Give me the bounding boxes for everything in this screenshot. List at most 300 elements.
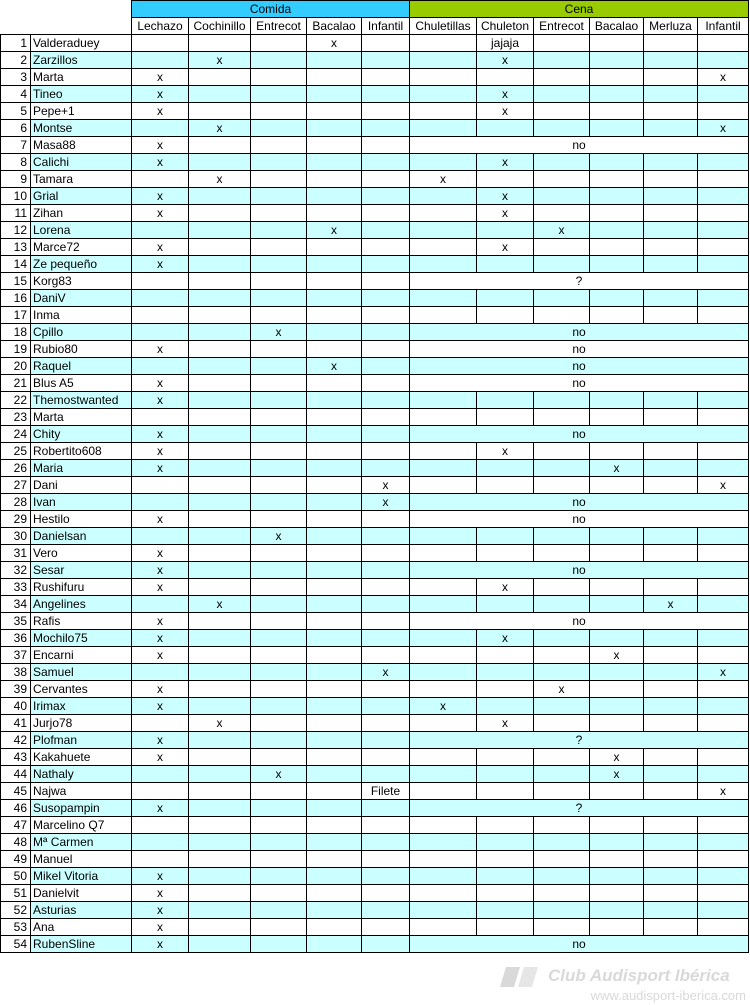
cena-cell xyxy=(477,766,534,783)
comida-cell xyxy=(307,324,362,341)
comida-cell xyxy=(189,732,251,749)
comida-cell xyxy=(251,154,307,171)
table-row xyxy=(1,834,749,851)
cena-cell xyxy=(644,664,698,681)
comida-cell: x xyxy=(362,477,410,494)
comida-cell xyxy=(251,868,307,885)
cena-cell xyxy=(410,647,477,664)
cena-cell xyxy=(477,885,534,902)
cena-cell xyxy=(534,817,590,834)
column-header: Merluza xyxy=(644,18,698,35)
row-number: 12 xyxy=(1,222,31,239)
cena-cell xyxy=(410,69,477,86)
comida-cell: x xyxy=(132,902,189,919)
row-number: 11 xyxy=(1,205,31,222)
cena-cell xyxy=(644,86,698,103)
cena-cell xyxy=(534,256,590,273)
cena-cell xyxy=(698,630,749,647)
cena-cell xyxy=(534,545,590,562)
row-number: 37 xyxy=(1,647,31,664)
comida-cell xyxy=(251,443,307,460)
cena-cell xyxy=(477,851,534,868)
table-row xyxy=(1,409,749,426)
cena-cell xyxy=(644,851,698,868)
comida-cell xyxy=(189,341,251,358)
comida-cell xyxy=(362,375,410,392)
row-number: 38 xyxy=(1,664,31,681)
comida-cell xyxy=(362,579,410,596)
comida-cell xyxy=(307,613,362,630)
cena-cell xyxy=(410,477,477,494)
cena-cell xyxy=(534,154,590,171)
comida-cell xyxy=(362,205,410,222)
table-row xyxy=(1,613,749,630)
comida-cell xyxy=(307,664,362,681)
cena-cell xyxy=(410,205,477,222)
comida-cell xyxy=(189,919,251,936)
cena-cell xyxy=(477,647,534,664)
row-number: 26 xyxy=(1,460,31,477)
table-row xyxy=(1,868,749,885)
comida-cell xyxy=(189,562,251,579)
table-row xyxy=(1,35,749,52)
member-name: Marce72 xyxy=(31,239,132,256)
comida-cell xyxy=(251,392,307,409)
table-row xyxy=(1,681,749,698)
comida-cell xyxy=(362,613,410,630)
column-header: Entrecot xyxy=(534,18,590,35)
cena-cell xyxy=(698,239,749,256)
comida-cell xyxy=(307,341,362,358)
comida-cell xyxy=(251,460,307,477)
table-row xyxy=(1,324,749,341)
cena-cell xyxy=(590,188,644,205)
cena-cell xyxy=(410,307,477,324)
comida-cell xyxy=(189,817,251,834)
cena-cell xyxy=(698,715,749,732)
row-number: 8 xyxy=(1,154,31,171)
comida-cell xyxy=(189,528,251,545)
audisport-logo-icon xyxy=(500,967,544,987)
cena-cell xyxy=(644,579,698,596)
comida-cell xyxy=(362,834,410,851)
cena-cell xyxy=(590,86,644,103)
comida-cell xyxy=(189,443,251,460)
comida-cell xyxy=(132,528,189,545)
comida-cell xyxy=(189,69,251,86)
cena-cell xyxy=(477,460,534,477)
cena-cell xyxy=(590,664,644,681)
cena-note: no xyxy=(410,358,749,375)
cena-cell xyxy=(534,698,590,715)
comida-cell xyxy=(132,35,189,52)
comida-cell xyxy=(251,834,307,851)
comida-cell xyxy=(251,851,307,868)
comida-cell xyxy=(362,222,410,239)
cena-cell xyxy=(477,919,534,936)
member-name: Inma xyxy=(31,307,132,324)
cena-cell xyxy=(698,460,749,477)
comida-cell xyxy=(251,902,307,919)
comida-cell: x xyxy=(132,749,189,766)
cena-note: no xyxy=(410,426,749,443)
member-name: Marcelino Q7 xyxy=(31,817,132,834)
group-header-row xyxy=(1,1,749,18)
comida-cell xyxy=(251,290,307,307)
table-row xyxy=(1,120,749,137)
cena-cell xyxy=(534,52,590,69)
member-name: Pepe+1 xyxy=(31,103,132,120)
cena-note: no xyxy=(410,562,749,579)
comida-cell xyxy=(362,256,410,273)
member-name: Kakahuete xyxy=(31,749,132,766)
comida-cell: x xyxy=(132,511,189,528)
comida-cell xyxy=(362,868,410,885)
comida-cell xyxy=(132,664,189,681)
comida-cell: x xyxy=(189,52,251,69)
comida-cell xyxy=(362,528,410,545)
cena-note: no xyxy=(410,137,749,154)
cena-cell xyxy=(590,103,644,120)
table-row xyxy=(1,273,749,290)
cena-cell xyxy=(698,528,749,545)
row-number: 40 xyxy=(1,698,31,715)
member-name: Calichi xyxy=(31,154,132,171)
cena-cell xyxy=(534,35,590,52)
comida-cell xyxy=(189,936,251,953)
cena-cell xyxy=(590,120,644,137)
comida-cell xyxy=(307,936,362,953)
comida-cell xyxy=(251,358,307,375)
cena-cell xyxy=(698,392,749,409)
comida-cell xyxy=(307,562,362,579)
table-row xyxy=(1,766,749,783)
comida-cell xyxy=(251,579,307,596)
cena-cell xyxy=(410,290,477,307)
member-name: Vero xyxy=(31,545,132,562)
row-number: 54 xyxy=(1,936,31,953)
table-row xyxy=(1,698,749,715)
comida-cell xyxy=(251,52,307,69)
comida-cell xyxy=(189,868,251,885)
table-row xyxy=(1,511,749,528)
cena-note: no xyxy=(410,494,749,511)
comida-cell xyxy=(362,630,410,647)
cena-cell xyxy=(477,596,534,613)
comida-cell xyxy=(362,324,410,341)
cena-cell xyxy=(410,154,477,171)
comida-cell xyxy=(362,103,410,120)
cena-cell xyxy=(534,120,590,137)
row-number: 53 xyxy=(1,919,31,936)
comida-cell xyxy=(362,681,410,698)
cena-cell xyxy=(534,919,590,936)
comida-cell xyxy=(132,477,189,494)
comida-cell xyxy=(132,290,189,307)
cena-cell xyxy=(477,545,534,562)
row-number: 21 xyxy=(1,375,31,392)
comida-cell xyxy=(189,681,251,698)
row-number: 43 xyxy=(1,749,31,766)
comida-cell xyxy=(189,749,251,766)
row-number: 31 xyxy=(1,545,31,562)
comida-cell xyxy=(362,766,410,783)
comida-cell xyxy=(189,358,251,375)
cena-cell xyxy=(644,392,698,409)
comida-cell xyxy=(251,103,307,120)
table-row xyxy=(1,290,749,307)
cena-cell xyxy=(534,290,590,307)
cena-cell xyxy=(534,579,590,596)
row-number: 9 xyxy=(1,171,31,188)
comida-cell xyxy=(251,86,307,103)
member-name: Irimax xyxy=(31,698,132,715)
member-name: Korg83 xyxy=(31,273,132,290)
comida-cell xyxy=(362,273,410,290)
cena-cell xyxy=(477,290,534,307)
comida-cell: x xyxy=(132,579,189,596)
comida-cell xyxy=(189,579,251,596)
cena-note: no xyxy=(410,511,749,528)
cena-cell xyxy=(644,409,698,426)
comida-cell xyxy=(132,409,189,426)
table-row xyxy=(1,375,749,392)
cena-cell xyxy=(590,35,644,52)
cena-cell xyxy=(590,834,644,851)
cena-cell xyxy=(410,103,477,120)
comida-cell: x xyxy=(132,647,189,664)
row-number: 52 xyxy=(1,902,31,919)
watermark xyxy=(498,966,748,1002)
comida-cell xyxy=(251,171,307,188)
cena-cell xyxy=(644,120,698,137)
cena-cell xyxy=(590,681,644,698)
cena-cell xyxy=(590,851,644,868)
comida-cell xyxy=(189,324,251,341)
row-number: 33 xyxy=(1,579,31,596)
row-number: 32 xyxy=(1,562,31,579)
comida-cell xyxy=(251,239,307,256)
table-row xyxy=(1,715,749,732)
column-header: Bacalao xyxy=(590,18,644,35)
comida-cell xyxy=(362,732,410,749)
comida-cell xyxy=(251,885,307,902)
comida-cell xyxy=(307,698,362,715)
comida-cell xyxy=(307,103,362,120)
comida-cell: x xyxy=(307,222,362,239)
cena-cell xyxy=(410,35,477,52)
cena-cell xyxy=(534,86,590,103)
comida-cell: x xyxy=(189,596,251,613)
row-number: 14 xyxy=(1,256,31,273)
watermark-club-name: Club Audisport Ibérica xyxy=(548,966,730,985)
cena-cell: jajaja xyxy=(477,35,534,52)
row-number: 42 xyxy=(1,732,31,749)
column-header: Cochinillo xyxy=(189,18,251,35)
table-row xyxy=(1,800,749,817)
comida-cell: x xyxy=(132,154,189,171)
cena-cell xyxy=(590,154,644,171)
cena-cell xyxy=(698,171,749,188)
comida-cell xyxy=(362,511,410,528)
member-name: Blus A5 xyxy=(31,375,132,392)
comida-cell xyxy=(251,494,307,511)
comida-cell xyxy=(362,307,410,324)
member-name: Marta xyxy=(31,69,132,86)
cena-cell xyxy=(410,545,477,562)
table-row xyxy=(1,171,749,188)
row-number: 46 xyxy=(1,800,31,817)
row-number: 4 xyxy=(1,86,31,103)
cena-cell xyxy=(644,307,698,324)
comida-cell: x xyxy=(132,732,189,749)
table-row xyxy=(1,885,749,902)
cena-note: ? xyxy=(410,273,749,290)
comida-cell xyxy=(189,834,251,851)
comida-cell: x xyxy=(132,800,189,817)
table-row xyxy=(1,851,749,868)
comida-cell xyxy=(307,681,362,698)
row-number: 15 xyxy=(1,273,31,290)
row-number: 49 xyxy=(1,851,31,868)
cena-cell xyxy=(698,681,749,698)
row-number: 28 xyxy=(1,494,31,511)
comida-cell xyxy=(307,52,362,69)
comida-cell xyxy=(189,800,251,817)
cena-cell xyxy=(644,834,698,851)
comida-cell xyxy=(189,647,251,664)
cena-cell xyxy=(410,902,477,919)
comida-cell xyxy=(362,460,410,477)
cena-cell xyxy=(698,851,749,868)
comida-cell: x xyxy=(132,341,189,358)
comida-cell xyxy=(251,630,307,647)
comida-cell: x xyxy=(362,494,410,511)
comida-cell xyxy=(307,868,362,885)
table-row xyxy=(1,137,749,154)
comida-cell xyxy=(132,596,189,613)
table-row xyxy=(1,103,749,120)
comida-cell xyxy=(251,647,307,664)
column-header: Chuletillas xyxy=(410,18,477,35)
comida-cell xyxy=(307,766,362,783)
cena-cell xyxy=(410,817,477,834)
comida-cell xyxy=(189,375,251,392)
comida-cell: x xyxy=(189,715,251,732)
table-row xyxy=(1,579,749,596)
comida-cell xyxy=(189,103,251,120)
cena-cell xyxy=(698,902,749,919)
cena-cell xyxy=(410,766,477,783)
cena-cell xyxy=(534,851,590,868)
table-row xyxy=(1,919,749,936)
cena-cell: x xyxy=(534,222,590,239)
comida-cell xyxy=(307,443,362,460)
cena-cell xyxy=(410,120,477,137)
comida-cell xyxy=(132,834,189,851)
cena-cell xyxy=(644,630,698,647)
comida-cell xyxy=(362,596,410,613)
cena-cell xyxy=(698,443,749,460)
row-number: 5 xyxy=(1,103,31,120)
comida-cell xyxy=(307,239,362,256)
cena-cell xyxy=(534,205,590,222)
row-number: 41 xyxy=(1,715,31,732)
comida-cell: x xyxy=(251,528,307,545)
comida-cell xyxy=(362,715,410,732)
cena-cell xyxy=(644,477,698,494)
cena-cell: x xyxy=(590,647,644,664)
cena-cell: x xyxy=(590,749,644,766)
cena-cell: x xyxy=(477,715,534,732)
cena-cell xyxy=(477,902,534,919)
comida-cell: x xyxy=(189,171,251,188)
row-number: 10 xyxy=(1,188,31,205)
cena-cell xyxy=(477,749,534,766)
row-number: 16 xyxy=(1,290,31,307)
cena-cell: x xyxy=(477,205,534,222)
comida-cell xyxy=(251,698,307,715)
cena-cell xyxy=(534,647,590,664)
comida-cell: x xyxy=(132,375,189,392)
comida-cell xyxy=(307,630,362,647)
cena-cell xyxy=(590,52,644,69)
cena-cell xyxy=(534,409,590,426)
comida-cell xyxy=(189,307,251,324)
comida-cell xyxy=(251,783,307,800)
member-name: Najwa xyxy=(31,783,132,800)
cena-cell xyxy=(698,749,749,766)
table-row xyxy=(1,341,749,358)
row-number: 27 xyxy=(1,477,31,494)
cena-cell: x xyxy=(590,766,644,783)
comida-cell: x xyxy=(132,426,189,443)
comida-cell xyxy=(362,800,410,817)
comida-cell xyxy=(307,256,362,273)
comida-cell xyxy=(132,52,189,69)
table-row xyxy=(1,426,749,443)
cena-cell: x xyxy=(477,630,534,647)
table-row xyxy=(1,494,749,511)
table-row xyxy=(1,154,749,171)
comida-cell xyxy=(189,137,251,154)
cena-cell xyxy=(534,69,590,86)
cena-cell xyxy=(410,919,477,936)
cena-note: no xyxy=(410,375,749,392)
member-name: Susopampin xyxy=(31,800,132,817)
row-number: 48 xyxy=(1,834,31,851)
cena-cell xyxy=(410,834,477,851)
comida-cell xyxy=(189,477,251,494)
comida-cell xyxy=(189,35,251,52)
comida-cell xyxy=(251,375,307,392)
cena-cell xyxy=(590,783,644,800)
cena-cell xyxy=(590,545,644,562)
cena-cell xyxy=(477,392,534,409)
comida-cell xyxy=(251,477,307,494)
cena-cell xyxy=(477,681,534,698)
cena-cell xyxy=(534,902,590,919)
table-row xyxy=(1,936,749,953)
cena-cell xyxy=(477,698,534,715)
cena-cell xyxy=(590,698,644,715)
cena-cell xyxy=(534,664,590,681)
comida-cell xyxy=(307,800,362,817)
comida-cell: x xyxy=(132,443,189,460)
row-number: 3 xyxy=(1,69,31,86)
comida-cell xyxy=(251,613,307,630)
table-row xyxy=(1,222,749,239)
